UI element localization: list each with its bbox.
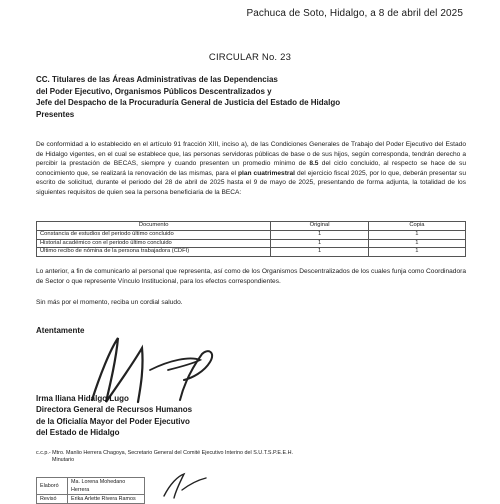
minimum-average: 8.5 (309, 160, 319, 168)
requirements-table (36, 221, 466, 257)
signer-name: Irma Iliana Hidalgo Lugo (36, 394, 129, 403)
handwritten-initials (160, 470, 220, 500)
table-cell: Último recibo de nómina de la persona trabajadora (CDFI) (37, 248, 271, 257)
table-row (37, 248, 466, 257)
table-row (37, 239, 466, 248)
plan-type: plan cuatrimestral (237, 169, 295, 177)
table-cell: 1 (271, 248, 368, 257)
column-header: Documento (37, 222, 271, 231)
role-label: Elaboró (37, 478, 68, 495)
table-cell: 1 (368, 230, 465, 239)
table-header-row (37, 222, 466, 231)
intro-text: De conformidad a lo establecido en el artículo 91 fracción XIII, inciso a), de las Condiciones Generales de Trabajo del Poder Ejecutivo del Estado de Hidalgo vigentes, en el cual se establece que, las personas servidoras públicas de base o de sus hijos, según corresponda, tendrán derecho a percibir la prestación de BECAS, siempre y cuando presenten un promedio mínimo de (36, 141, 466, 168)
column-header: Original (271, 222, 368, 231)
addressee-line: del Poder Ejecutivo, Organismos Públicos Descentralizados y (36, 86, 272, 96)
table-cell: Constancia de estudios del periodo último concluido (37, 230, 271, 239)
closing-word: Atentamente (36, 326, 85, 335)
signer-title: Directora General de Recursos Humanos (36, 405, 193, 415)
table-cell: Historial académico con el periodo último concluido (37, 239, 271, 248)
table-row (37, 495, 145, 504)
addressee-line: CC. Titulares de las Áreas Administrativas de las Dependencias (36, 75, 278, 84)
table-cell: 1 (271, 239, 368, 248)
person-name: Erika Arlette Rivera Ramos (68, 495, 145, 504)
table-row (37, 230, 466, 239)
column-header: Copia (368, 222, 465, 231)
table-cell: 1 (368, 239, 465, 248)
intro-paragraph (36, 140, 466, 198)
signer-title: del Estado de Hidalgo (36, 428, 120, 438)
greeting-paragraph: Sin más por el momento, reciba un cordial saludo. (36, 299, 183, 306)
ccp-line: c.c.p.- Mtro. Manlio Herrera Chagoya, Secretario General del Comité Ejecutivo Interino del S.U.T.S.P.E.E.H. (36, 450, 293, 456)
role-label: Revisó (37, 495, 68, 504)
intro-text: del ejercicio fiscal 2025, por lo que, deberán presentar su escrito de solicitud, durante el periodo del 28 de abril de 2025 hasta el 9 de mayo de 2025, presentando de forma adjunta, la totalidad de los siguientes requisitos de quien sea la persona beneficiaria de la BECA: (36, 169, 467, 196)
place-date: Pachuca de Soto, Hidalgo, a 8 de abril del 2025 (246, 8, 463, 19)
addressees-block (36, 74, 340, 120)
circular-number: CIRCULAR No. 23 (208, 52, 292, 63)
addressee-line: Jefe del Despacho de la Procuraduría General de Justicia del Estado de Hidalgo (36, 98, 341, 108)
intro-text: del ciclo concluido, al respecto se hace de su conocimiento que, se realizará la renovación de las mismas, para el (36, 160, 467, 177)
signer-block (36, 393, 192, 439)
table-cell: 1 (368, 248, 465, 257)
table-row (37, 478, 145, 495)
addressee-line: Presentes (36, 109, 75, 119)
signer-title: de la Oficialía Mayor del Poder Ejecutivo (36, 416, 190, 426)
table-cell: 1 (271, 230, 368, 239)
communication-paragraph: Lo anterior, a fin de comunicarlo al personal que representa, así como de los Organismos Descentralizados de los cuales funja como Coordinadora de Sector o que represente Vínculo Institucional, para los efectos correspondientes. (36, 268, 466, 285)
carbon-copy (36, 450, 466, 464)
person-name: Ma. Lorena Mohedano Herrera (68, 478, 145, 495)
ccp-line: Minutario (52, 457, 75, 464)
